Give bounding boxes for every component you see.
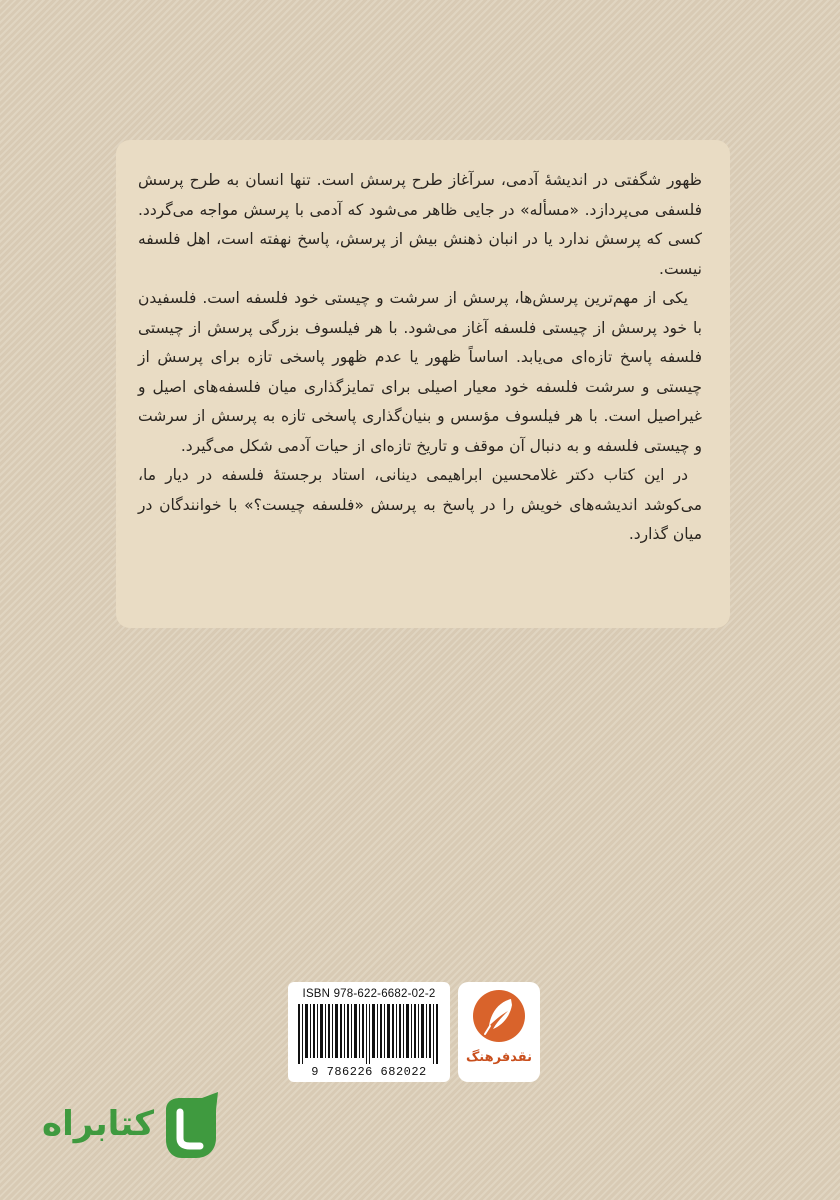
barcode-bars-icon — [296, 1004, 442, 1064]
back-cover-text-panel — [116, 140, 730, 628]
publisher-name: نقدفرهنگ — [466, 1050, 532, 1065]
ketabrah-logo-icon — [160, 1092, 222, 1160]
logo-circle — [473, 990, 525, 1042]
barcode-digits: 9 786226 682022 — [311, 1065, 427, 1079]
isbn-text: ISBN 978-622-6682-02-2 — [302, 988, 436, 1000]
paragraph-2: یکی از مهم‌ترین پرسش‌ها، پرسش از سرشت و چیستی خود فلسفه است. فلسفیدن با خود پرسش از چیستی فلسفه آغاز می‌شود. با هر فیلسوف بزرگی پرسش از چیستی فلسفه پاسخ تازه‌ای می‌یابد. اساساً ظهور یا عدم ظهور پاسخی تازه برای پرسش از چیستی و سرشت فلسفه خود معیار اصیلی برای تمایزگذاری میان فلسفه‌های اصیل و غیراصیل است. با هر فیلسوف مؤسس و بنیان‌گذاری پاسخی تازه به پرسش از سرشت و چیستی فلسفه و به دنبال آن موقف و تاریخ تازه‌ای از حیات آدمی شکل می‌گیرد. — [138, 289, 702, 455]
paragraph-1: ظهور شگفتی در اندیشهٔ آدمی، سرآغاز طرح پرسش است. تنها انسان به طرح پرسش فلسفی می‌پردازد. «مسأله» در جایی ظاهر می‌شود که آدمی با پرسش مواجه می‌گردد. کسی که پرسش ندارد یا در انبان ذهنش بیش از پرسش، پاسخ نهفته است، اهل فلسفه نیست. — [138, 171, 702, 278]
publisher-logo — [458, 982, 540, 1082]
ketabrah-wordmark: کتابراه — [42, 1104, 155, 1144]
ketabrah-watermark — [40, 1092, 222, 1162]
isbn-barcode — [288, 982, 450, 1082]
quill-feather-icon — [481, 996, 517, 1036]
paragraph-3: در این کتاب دکتر غلامحسین ابراهیمی دینانی، استاد برجستهٔ فلسفه در دیار ما، می‌کوشد اندیشه‌های خویش را در پاسخ به پرسش «فلسفه چیست؟» با خوانندگان در میان گذارد. — [138, 466, 702, 543]
